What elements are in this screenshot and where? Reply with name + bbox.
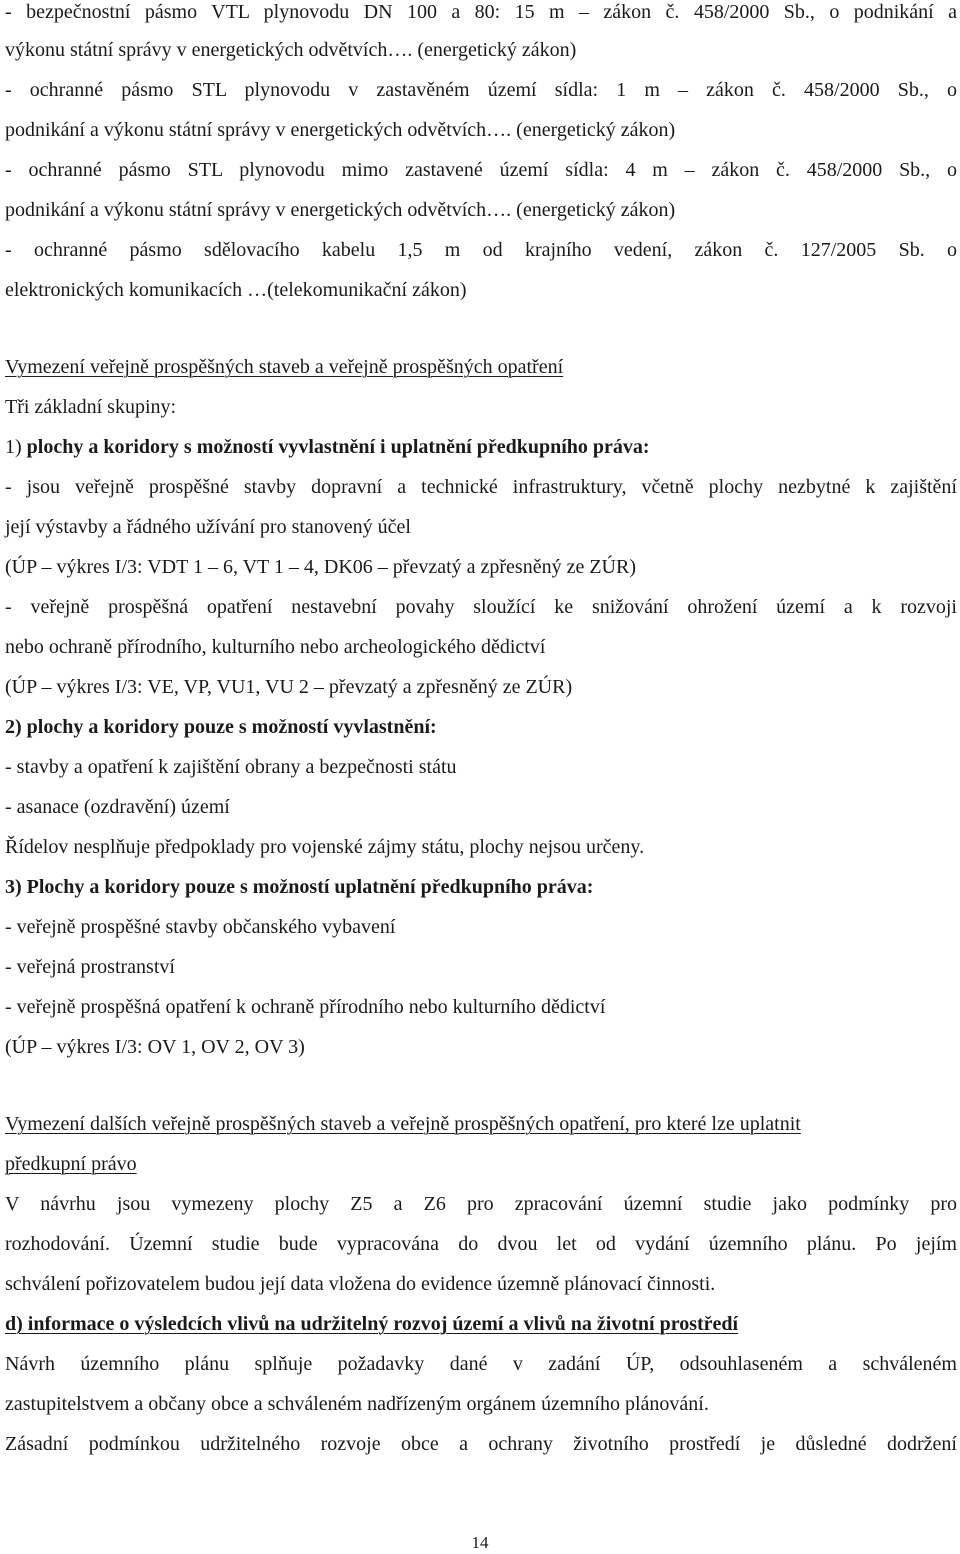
text-line bbox=[5, 955, 175, 979]
line-text: nebo ochraně přírodního, kulturního nebo archeologického dědictví bbox=[5, 636, 546, 658]
text-line bbox=[5, 158, 957, 182]
text-line bbox=[5, 1112, 801, 1136]
page-number: 14 bbox=[471, 1533, 489, 1552]
line-text: - jsou veřejně prospěšné stavby dopravní a technické infrastruktury, včetně plochy nezbytné k zajištění bbox=[5, 476, 957, 498]
line-text: podnikání a výkonu státní správy v energetických odvětvích…. (energetický zákon) bbox=[5, 199, 676, 221]
bold-heading: 3) Plochy a koridory pouze s možností uplatnění předkupního práva: bbox=[5, 876, 594, 898]
text-line bbox=[5, 38, 576, 62]
text-line bbox=[5, 278, 467, 302]
text-line bbox=[5, 675, 572, 699]
line-text: Řídelov nesplňuje předpoklady pro vojenské zájmy státu, plochy nejsou určeny. bbox=[5, 836, 645, 858]
section-heading: Vymezení veřejně prospěšných staveb a veřejně prospěšných opatření bbox=[5, 356, 564, 378]
line-text: V návrhu jsou vymezeny plochy Z5 a Z6 pro zpracování územní studie jako podmínky pro bbox=[5, 1193, 957, 1215]
text-line bbox=[5, 1352, 957, 1376]
text-line bbox=[5, 515, 411, 539]
text-line bbox=[5, 238, 957, 262]
line-text: - asanace (ozdravění) území bbox=[5, 796, 230, 818]
text-line bbox=[5, 915, 395, 939]
line-text: - veřejně prospěšné stavby občanského vybavení bbox=[5, 916, 396, 938]
line-text: - veřejně prospěšná opatření k ochraně přírodního nebo kulturního dědictví bbox=[5, 996, 606, 1018]
line-text: rozhodování. Územní studie bude vypracována do dvou let od vydání územního plánu. Po jejím bbox=[5, 1233, 957, 1255]
line-text: (ÚP – výkres I/3: OV 1, OV 2, OV 3) bbox=[5, 1036, 305, 1058]
text-line bbox=[5, 555, 636, 579]
line-text: - ochranné pásmo STL plynovodu v zastavěném území sídla: 1 m – zákon č. 458/2000 Sb., o bbox=[5, 79, 957, 101]
list-number: 1) bbox=[5, 436, 27, 458]
line-text: - veřejně prospěšná opatření nestavební povahy sloužící ke snižování ohrožení území a k rozvoji bbox=[5, 596, 957, 618]
bold-heading: plochy a koridory s možností vyvlastnění i uplatnění předkupního práva: bbox=[26, 436, 650, 458]
text-line bbox=[5, 995, 605, 1019]
text-line bbox=[5, 715, 437, 739]
text-line bbox=[5, 1192, 957, 1216]
text-line bbox=[5, 198, 675, 222]
text-line bbox=[5, 875, 593, 899]
line-text: - bezpečnostní pásmo VTL plynovodu DN 100 a 80: 15 m – zákon č. 458/2000 Sb., o podnikání a bbox=[5, 1, 957, 23]
line-text: schválení pořizovatelem budou její data vložena do evidence územně plánovací činnosti. bbox=[5, 1273, 716, 1295]
text-line bbox=[5, 595, 957, 619]
text-line bbox=[5, 795, 230, 819]
text-line bbox=[5, 635, 545, 659]
text-line bbox=[5, 118, 675, 142]
line-text: Návrh územního plánu splňuje požadavky dané v zadání ÚP, odsouhlaseném a schváleném bbox=[5, 1353, 957, 1375]
text-line bbox=[5, 1035, 305, 1059]
text-line bbox=[5, 1432, 957, 1456]
text-line bbox=[5, 1232, 957, 1256]
line-text: podnikání a výkonu státní správy v energetických odvětvích…. (energetický zákon) bbox=[5, 119, 676, 141]
line-text: (ÚP – výkres I/3: VDT 1 – 6, VT 1 – 4, DK06 – převzatý a zpřesněný ze ZÚR) bbox=[5, 556, 636, 578]
line-text: - ochranné pásmo sdělovacího kabelu 1,5 m od krajního vedení, zákon č. 127/2005 Sb. o bbox=[5, 239, 957, 261]
text-line bbox=[5, 1152, 137, 1176]
section-heading: předkupní právo bbox=[5, 1153, 137, 1175]
line-text: Zásadní podmínkou udržitelného rozvoje obce a ochrany životního prostředí je důsledné dodržení bbox=[5, 1433, 957, 1455]
text-line bbox=[5, 475, 957, 499]
text-line bbox=[5, 355, 563, 379]
line-text: její výstavby a řádného užívání pro stanovený účel bbox=[5, 516, 411, 538]
line-text: zastupitelstvem a občany obce a schváleném nadřízeným orgánem územního plánování. bbox=[5, 1393, 709, 1415]
text-line bbox=[5, 0, 957, 24]
line-text: - veřejná prostranství bbox=[5, 956, 175, 978]
line-text: (ÚP – výkres I/3: VE, VP, VU1, VU 2 – převzatý a zpřesněný ze ZÚR) bbox=[5, 676, 573, 698]
text-line bbox=[5, 835, 644, 859]
text-line bbox=[5, 435, 650, 459]
line-text: výkonu státní správy v energetických odvětvích…. (energetický zákon) bbox=[5, 39, 577, 61]
text-line bbox=[5, 755, 457, 779]
text-line bbox=[5, 1392, 709, 1416]
text-line bbox=[5, 78, 957, 102]
line-text: Tři základní skupiny: bbox=[5, 396, 177, 418]
line-text: - stavby a opatření k zajištění obrany a bezpečnosti státu bbox=[5, 756, 457, 778]
text-line bbox=[5, 395, 176, 419]
bold-heading: 2) plochy a koridory pouze s možností vyvlastnění: bbox=[5, 716, 437, 738]
section-heading: d) informace o výsledcích vlivů na udržitelný rozvoj území a vlivů na životní prostředí bbox=[5, 1313, 739, 1335]
text-line bbox=[5, 1312, 738, 1336]
line-text: - ochranné pásmo STL plynovodu mimo zastavené území sídla: 4 m – zákon č. 458/2000 Sb., o bbox=[5, 159, 957, 181]
section-heading: Vymezení dalších veřejně prospěšných staveb a veřejně prospěšných opatření, pro které lze uplatnit bbox=[5, 1113, 801, 1135]
text-line bbox=[5, 1272, 715, 1296]
line-text: elektronických komunikacích …(telekomunikační zákon) bbox=[5, 279, 467, 301]
